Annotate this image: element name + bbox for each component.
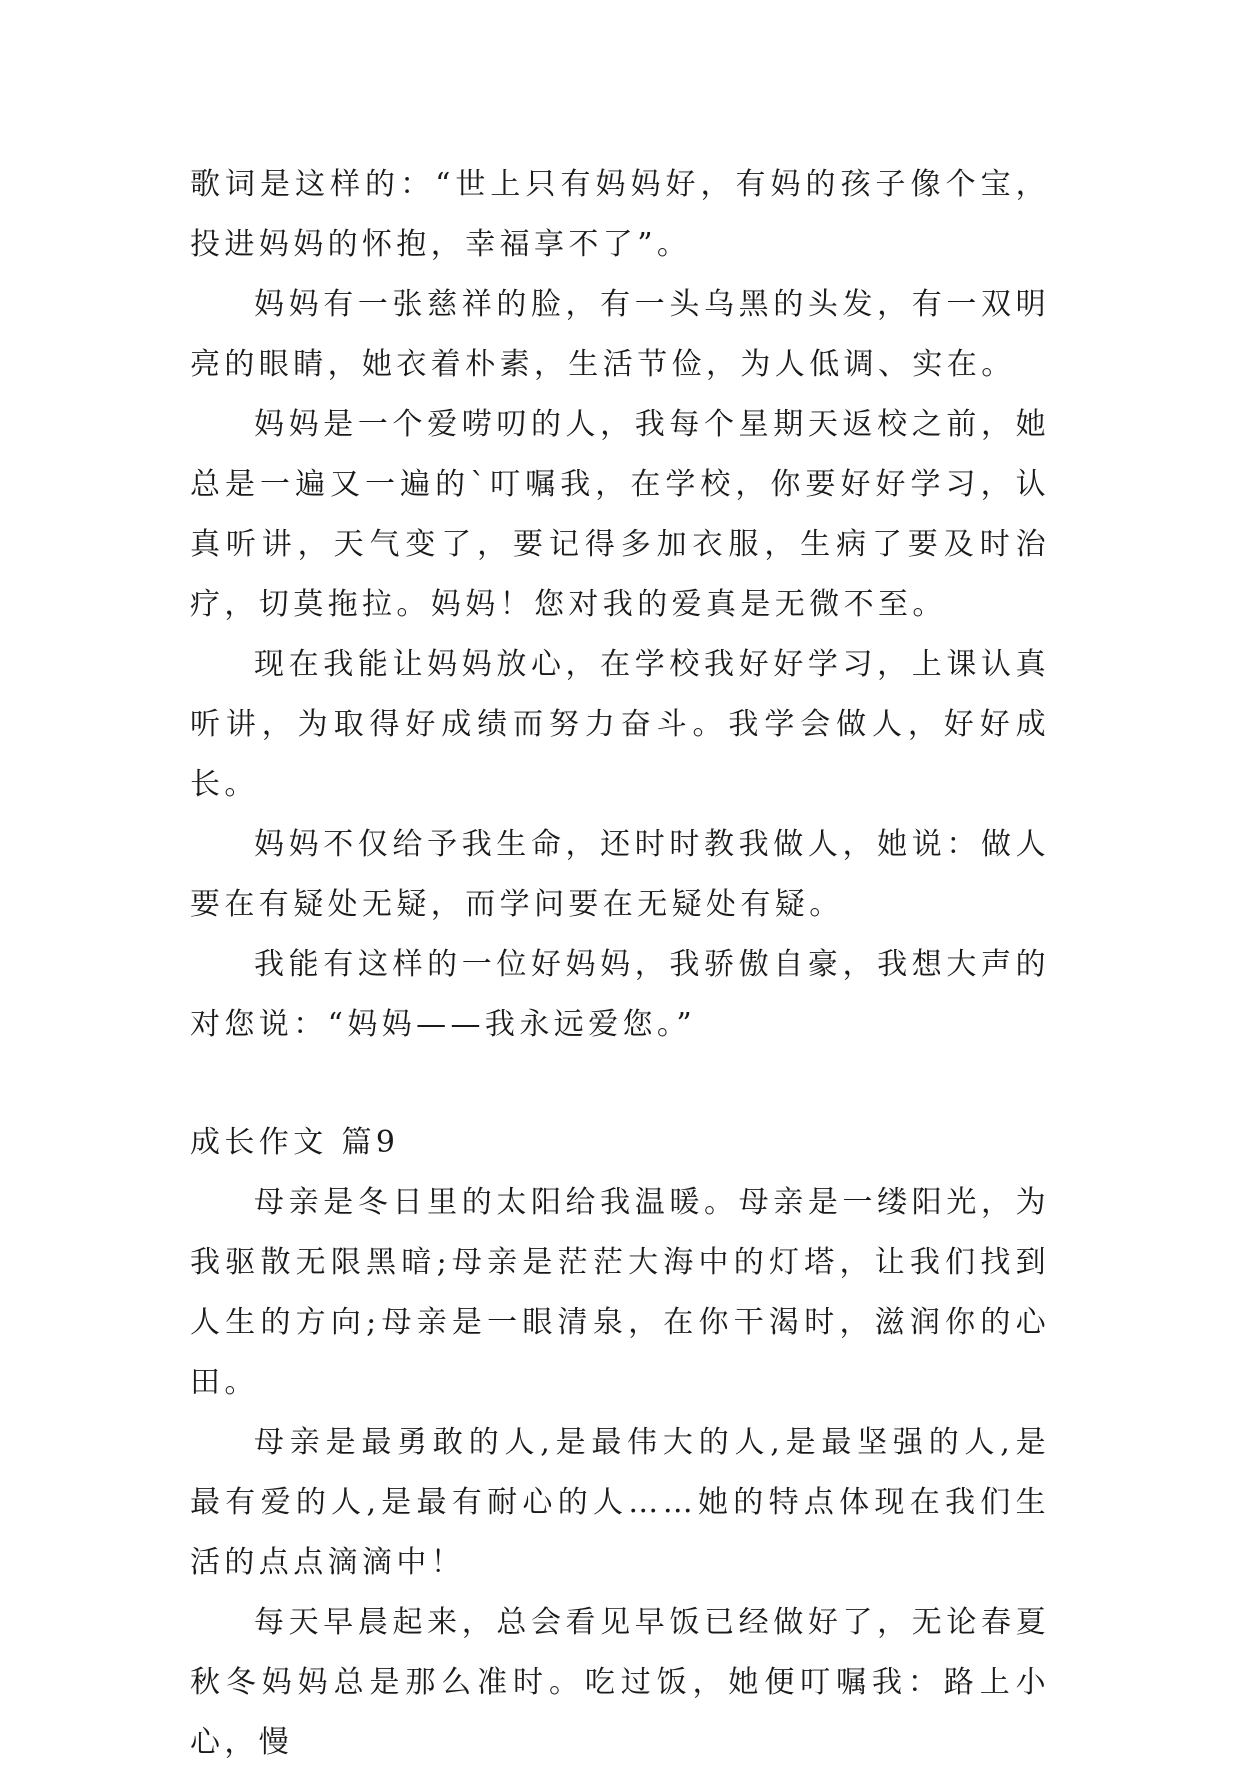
section-title: 成长作文 篇9 bbox=[190, 1125, 400, 1160]
section-spacer bbox=[190, 1055, 1050, 1113]
paragraph-teach-life: 妈妈不仅给予我生命，还时时教我做人，她说：做人要在有疑处无疑，而学问要在无疑处有疑。 bbox=[190, 827, 1050, 922]
paragraph-mother-appearance: 妈妈有一张慈祥的脸，有一头乌黑的头发，有一双明亮的眼睛，她衣着朴素，生活节俭，为人低调、实在。 bbox=[190, 287, 1050, 382]
paragraph-lyrics: 歌词是这样的：“世上只有妈妈好，有妈的孩子像个宝，投进妈妈的怀抱，幸福享不了”。 bbox=[190, 167, 1050, 262]
paragraph-bravest: 母亲是最勇敢的人,是最伟大的人,是最坚强的人,是最有爱的人,是最有耐心的人……她的特点体现在我们生活的点点滴滴中！ bbox=[190, 1425, 1050, 1580]
paragraph-study-hard: 现在我能让妈妈放心，在学校我好好学习，上课认真听讲，为取得好成绩而努力奋斗。我学会做人，好好成长。 bbox=[190, 647, 1050, 802]
paragraph-love-you: 我能有这样的一位好妈妈，我骄傲自豪，我想大声的对您说：“妈妈——我永远爱您。” bbox=[190, 947, 1050, 1042]
document-body bbox=[190, 155, 1050, 1773]
paragraph-winter-sun: 母亲是冬日里的太阳给我温暖。母亲是一缕阳光，为我驱散无限黑暗;母亲是茫茫大海中的灯塔，让我们找到人生的方向;母亲是一眼清泉，在你干渴时，滋润你的心田。 bbox=[190, 1185, 1050, 1400]
paragraph-breakfast: 每天早晨起来，总会看见早饭已经做好了，无论春夏秋冬妈妈总是那么准时。吃过饭，她便叮嘱我：路上小心，慢 bbox=[190, 1605, 1050, 1760]
paragraph-mother-nagging: 妈妈是一个爱唠叨的人，我每个星期天返校之前，她总是一遍又一遍的`叮嘱我，在学校，你要好好学习，认真听讲，天气变了，要记得多加衣服，生病了要及时治疗，切莫拖拉。妈妈！您对我的爱真是无微不至。 bbox=[190, 407, 1050, 622]
